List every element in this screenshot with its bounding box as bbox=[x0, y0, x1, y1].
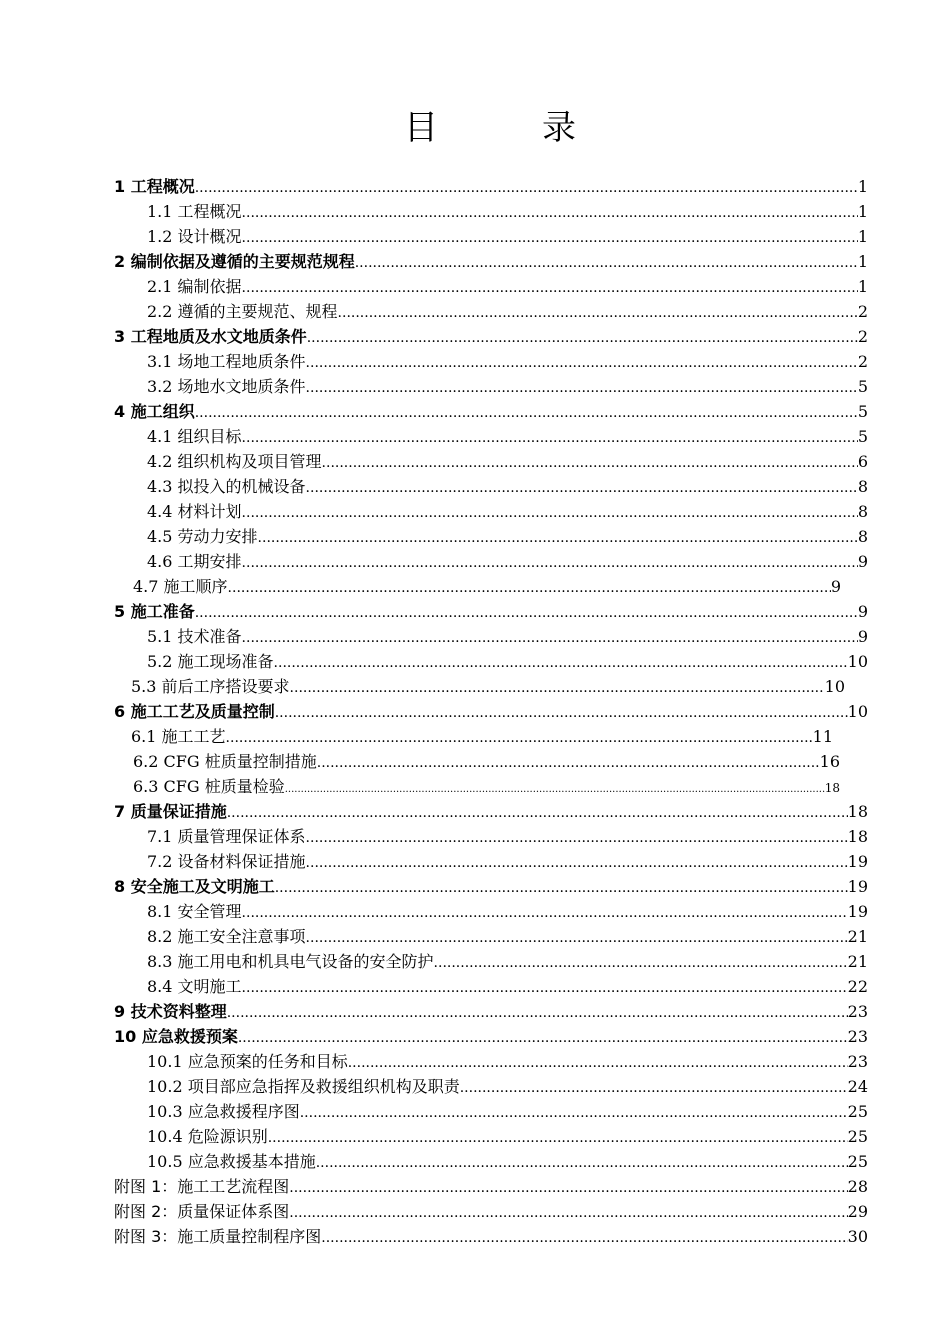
toc-dot-leader bbox=[434, 951, 848, 976]
toc-entry-label: 10.1 应急预案的任务和目标 bbox=[147, 1052, 348, 1071]
toc-entry-page: 21 bbox=[847, 927, 868, 946]
toc-entry[interactable] bbox=[147, 1049, 868, 1074]
toc-entry-page: 8 bbox=[857, 527, 868, 546]
toc-entry-label: 10.5 应急救援基本措施 bbox=[147, 1152, 316, 1171]
toc-entry[interactable] bbox=[114, 599, 868, 624]
toc-entry-page: 25 bbox=[847, 1102, 868, 1121]
toc-entry[interactable] bbox=[147, 224, 868, 249]
toc-entry-page: 2 bbox=[857, 327, 868, 346]
toc-entry-page: 11 bbox=[812, 727, 833, 746]
toc-entry-page: 23 bbox=[847, 1002, 868, 1021]
toc-dot-leader bbox=[238, 1026, 848, 1051]
toc-entry-page: 9 bbox=[830, 577, 841, 596]
toc-entry[interactable] bbox=[147, 499, 868, 524]
toc-dot-leader bbox=[228, 576, 831, 601]
toc-entry-label: 2 编制依据及遵循的主要规范规程 bbox=[114, 252, 355, 271]
toc-entry[interactable] bbox=[114, 249, 868, 274]
toc-entry[interactable] bbox=[147, 624, 868, 649]
toc-entry-label: 10.3 应急救援程序图 bbox=[147, 1102, 300, 1121]
toc-entry-label: 6.1 施工工艺 bbox=[131, 727, 226, 746]
toc-entry[interactable] bbox=[147, 649, 868, 674]
toc-entry[interactable] bbox=[147, 849, 868, 874]
toc-entry-label: 1.1 工程概况 bbox=[147, 202, 242, 221]
toc-entry-label: 6.2 CFG 桩质量控制措施 bbox=[133, 752, 317, 771]
toc-entry-label: 附图 3：施工质量控制程序图 bbox=[114, 1227, 322, 1246]
toc-entry-page: 29 bbox=[847, 1202, 868, 1221]
toc-dot-leader bbox=[226, 726, 813, 751]
toc-entry-label: 6.3 CFG 桩质量检验 bbox=[133, 777, 285, 796]
toc-entry-label: 4.4 材料计划 bbox=[147, 502, 242, 521]
toc-entry-page: 10 bbox=[847, 652, 868, 671]
toc-dot-leader bbox=[306, 351, 858, 376]
toc-entry[interactable] bbox=[147, 974, 868, 999]
toc-entry[interactable] bbox=[114, 324, 868, 349]
toc-entry-page: 1 bbox=[857, 227, 868, 246]
toc-dot-leader bbox=[258, 526, 858, 551]
toc-entry-page: 2 bbox=[857, 302, 868, 321]
toc-entry-label: 7.1 质量管理保证体系 bbox=[147, 827, 306, 846]
toc-entry[interactable] bbox=[114, 799, 868, 824]
toc-entry-page: 10 bbox=[824, 677, 845, 696]
toc-entry-page: 16 bbox=[819, 752, 840, 771]
toc-entry-label: 附图 2：质量保证体系图 bbox=[114, 1202, 290, 1221]
toc-entry-page: 9 bbox=[857, 627, 868, 646]
toc-entry[interactable] bbox=[147, 949, 868, 974]
toc-entry-page: 5 bbox=[857, 427, 868, 446]
toc-dot-leader bbox=[274, 651, 848, 676]
toc-entry-label: 5 施工准备 bbox=[114, 602, 195, 621]
toc-entry-page: 28 bbox=[847, 1177, 868, 1196]
toc-entry-label: 4 施工组织 bbox=[114, 402, 195, 421]
toc-entry-label: 10.2 项目部应急指挥及救援组织机构及职责 bbox=[147, 1077, 460, 1096]
toc-entry[interactable] bbox=[114, 874, 868, 899]
toc-entry[interactable] bbox=[133, 774, 840, 799]
toc-entry[interactable] bbox=[114, 999, 868, 1024]
toc-entry-label: 4.1 组织目标 bbox=[147, 427, 242, 446]
toc-entry-label: 1 工程概况 bbox=[114, 177, 195, 196]
toc-entry-page: 5 bbox=[857, 377, 868, 396]
toc-entry-label: 2.2 遵循的主要规范、规程 bbox=[147, 302, 338, 321]
toc-entry-page: 25 bbox=[847, 1152, 868, 1171]
toc-entry[interactable] bbox=[147, 424, 868, 449]
toc-dot-leader bbox=[300, 1101, 848, 1126]
toc-entry-page: 8 bbox=[857, 477, 868, 496]
toc-dot-leader bbox=[348, 1051, 848, 1076]
toc-entry-page: 22 bbox=[847, 977, 868, 996]
toc-dot-leader bbox=[306, 826, 848, 851]
toc-entry-label: 2.1 编制依据 bbox=[147, 277, 242, 296]
toc-dot-leader bbox=[242, 426, 858, 451]
toc-entry-label: 5.3 前后工序搭设要求 bbox=[131, 677, 290, 696]
toc-entry-page: 30 bbox=[847, 1227, 868, 1246]
toc-entry-page: 2 bbox=[857, 352, 868, 371]
toc-dot-leader bbox=[338, 301, 858, 326]
toc-entry[interactable] bbox=[114, 174, 868, 199]
toc-entry-page: 24 bbox=[847, 1077, 868, 1096]
toc-entry[interactable] bbox=[147, 1099, 868, 1124]
toc-entry-label: 5.1 技术准备 bbox=[147, 627, 242, 646]
toc-entry-label: 1.2 设计概况 bbox=[147, 227, 242, 246]
toc-entry-page: 18 bbox=[847, 827, 868, 846]
toc-entry-label: 6 施工工艺及质量控制 bbox=[114, 702, 275, 721]
toc-entry-page: 1 bbox=[857, 252, 868, 271]
toc-dot-leader bbox=[306, 851, 848, 876]
toc-entry-label: 7 质量保证措施 bbox=[114, 802, 227, 821]
toc-entry-label: 10 应急救援预案 bbox=[114, 1027, 238, 1046]
toc-entry[interactable] bbox=[147, 824, 868, 849]
title-char-2: 录 bbox=[542, 108, 576, 148]
toc-dot-leader bbox=[322, 451, 858, 476]
toc-entry-page: 18 bbox=[824, 781, 840, 795]
toc-entry[interactable] bbox=[147, 374, 868, 399]
toc-entry-page: 19 bbox=[847, 902, 868, 921]
toc-entry[interactable] bbox=[147, 349, 868, 374]
toc-dot-leader bbox=[355, 251, 858, 276]
toc-entry-page: 1 bbox=[857, 202, 868, 221]
toc-entry[interactable] bbox=[114, 1199, 868, 1224]
toc-entry-label: 5.2 施工现场准备 bbox=[147, 652, 274, 671]
title-char-1: 目 bbox=[404, 108, 438, 148]
toc-entry-label: 8.3 施工用电和机具电气设备的安全防护 bbox=[147, 952, 434, 971]
toc-entry-label: 8.1 安全管理 bbox=[147, 902, 242, 921]
toc-entry[interactable] bbox=[133, 574, 841, 599]
toc-entry[interactable] bbox=[147, 199, 868, 224]
toc-entry[interactable] bbox=[114, 1224, 868, 1249]
toc-entry[interactable] bbox=[147, 1074, 868, 1099]
toc-entry[interactable] bbox=[114, 399, 868, 424]
toc-dot-leader bbox=[242, 976, 848, 1001]
toc-entry-label: 8.4 文明施工 bbox=[147, 977, 242, 996]
toc-entry-label: 3 工程地质及水文地质条件 bbox=[114, 327, 307, 346]
toc-entry[interactable] bbox=[147, 524, 868, 549]
toc-dot-leader bbox=[306, 476, 858, 501]
toc-entry[interactable] bbox=[131, 724, 833, 749]
toc-entry-page: 23 bbox=[847, 1052, 868, 1071]
toc-entry-label: 10.4 危险源识别 bbox=[147, 1127, 268, 1146]
toc-entry[interactable] bbox=[114, 1024, 868, 1049]
toc-dot-leader bbox=[290, 676, 825, 701]
toc-entry-page: 10 bbox=[847, 702, 868, 721]
toc-dot-leader bbox=[242, 226, 858, 251]
toc-entry[interactable] bbox=[147, 924, 868, 949]
toc-entry-page: 6 bbox=[857, 452, 868, 471]
toc-dot-leader bbox=[242, 626, 858, 651]
toc-dot-leader bbox=[227, 1001, 848, 1026]
toc-entry-page: 5 bbox=[857, 402, 868, 421]
toc-dot-leader bbox=[317, 751, 820, 776]
toc-entry-label: 4.6 工期安排 bbox=[147, 552, 242, 571]
toc-entry-page: 8 bbox=[857, 502, 868, 521]
toc-entry-page: 1 bbox=[857, 177, 868, 196]
toc-dot-leader bbox=[307, 326, 858, 351]
toc-entry[interactable] bbox=[147, 299, 868, 324]
toc-dot-leader bbox=[275, 876, 848, 901]
toc-entry-page: 25 bbox=[847, 1127, 868, 1146]
toc-dot-leader bbox=[227, 801, 848, 826]
toc-dot-leader bbox=[306, 376, 858, 401]
toc-dot-leader bbox=[242, 201, 858, 226]
toc-dot-leader bbox=[242, 551, 858, 576]
toc-entry-page: 19 bbox=[847, 877, 868, 896]
toc-dot-leader bbox=[195, 601, 858, 626]
toc-entry-page: 19 bbox=[847, 852, 868, 871]
toc-dot-leader bbox=[242, 901, 848, 926]
toc-entry-label: 4.2 组织机构及项目管理 bbox=[147, 452, 322, 471]
toc-dot-leader bbox=[275, 701, 848, 726]
toc-entry-label: 8.2 施工安全注意事项 bbox=[147, 927, 306, 946]
toc-entry-label: 4.3 拟投入的机械设备 bbox=[147, 477, 306, 496]
toc-entry[interactable] bbox=[147, 1149, 868, 1174]
toc-entry-page: 1 bbox=[857, 277, 868, 296]
toc-entry[interactable] bbox=[147, 899, 868, 924]
toc-entry-label: 附图 1：施工工艺流程图 bbox=[114, 1177, 290, 1196]
toc-entry[interactable] bbox=[147, 549, 868, 574]
toc-dot-leader bbox=[321, 1226, 847, 1251]
toc-dot-leader bbox=[460, 1076, 848, 1101]
toc-dot-leader bbox=[316, 1151, 848, 1176]
toc-entry-page: 9 bbox=[857, 552, 868, 571]
toc-dot-leader bbox=[242, 501, 858, 526]
toc-entry[interactable] bbox=[114, 699, 868, 724]
toc-entry-label: 3.2 场地水文地质条件 bbox=[147, 377, 306, 396]
toc-dot-leader bbox=[289, 1201, 847, 1226]
toc-entry[interactable] bbox=[147, 274, 868, 299]
toc-dot-leader bbox=[195, 176, 858, 201]
toc-dot-leader bbox=[195, 401, 858, 426]
toc-entry[interactable] bbox=[133, 749, 840, 774]
toc-entry[interactable] bbox=[147, 474, 868, 499]
toc-entry-page: 23 bbox=[847, 1027, 868, 1046]
toc-entry-page: 21 bbox=[847, 952, 868, 971]
toc-entry[interactable] bbox=[147, 449, 868, 474]
toc-entry-label: 4.5 劳动力安排 bbox=[147, 527, 258, 546]
toc-entry-label: 8 安全施工及文明施工 bbox=[114, 877, 275, 896]
toc-entry-label: 7.2 设备材料保证措施 bbox=[147, 852, 306, 871]
toc-dot-leader bbox=[242, 276, 858, 301]
toc-entry[interactable] bbox=[147, 1124, 868, 1149]
toc-dot-leader bbox=[306, 926, 848, 951]
toc-dot-leader bbox=[268, 1126, 848, 1151]
toc-entry-label: 9 技术资料整理 bbox=[114, 1002, 227, 1021]
toc-entry[interactable] bbox=[131, 674, 845, 699]
toc-entry-page: 18 bbox=[847, 802, 868, 821]
toc-dot-leader bbox=[289, 1176, 847, 1201]
toc-entry-label: 3.1 场地工程地质条件 bbox=[147, 352, 306, 371]
toc-entry-label: 4.7 施工顺序 bbox=[133, 577, 228, 596]
toc-entry[interactable] bbox=[114, 1174, 868, 1199]
toc-entry-page: 9 bbox=[857, 602, 868, 621]
